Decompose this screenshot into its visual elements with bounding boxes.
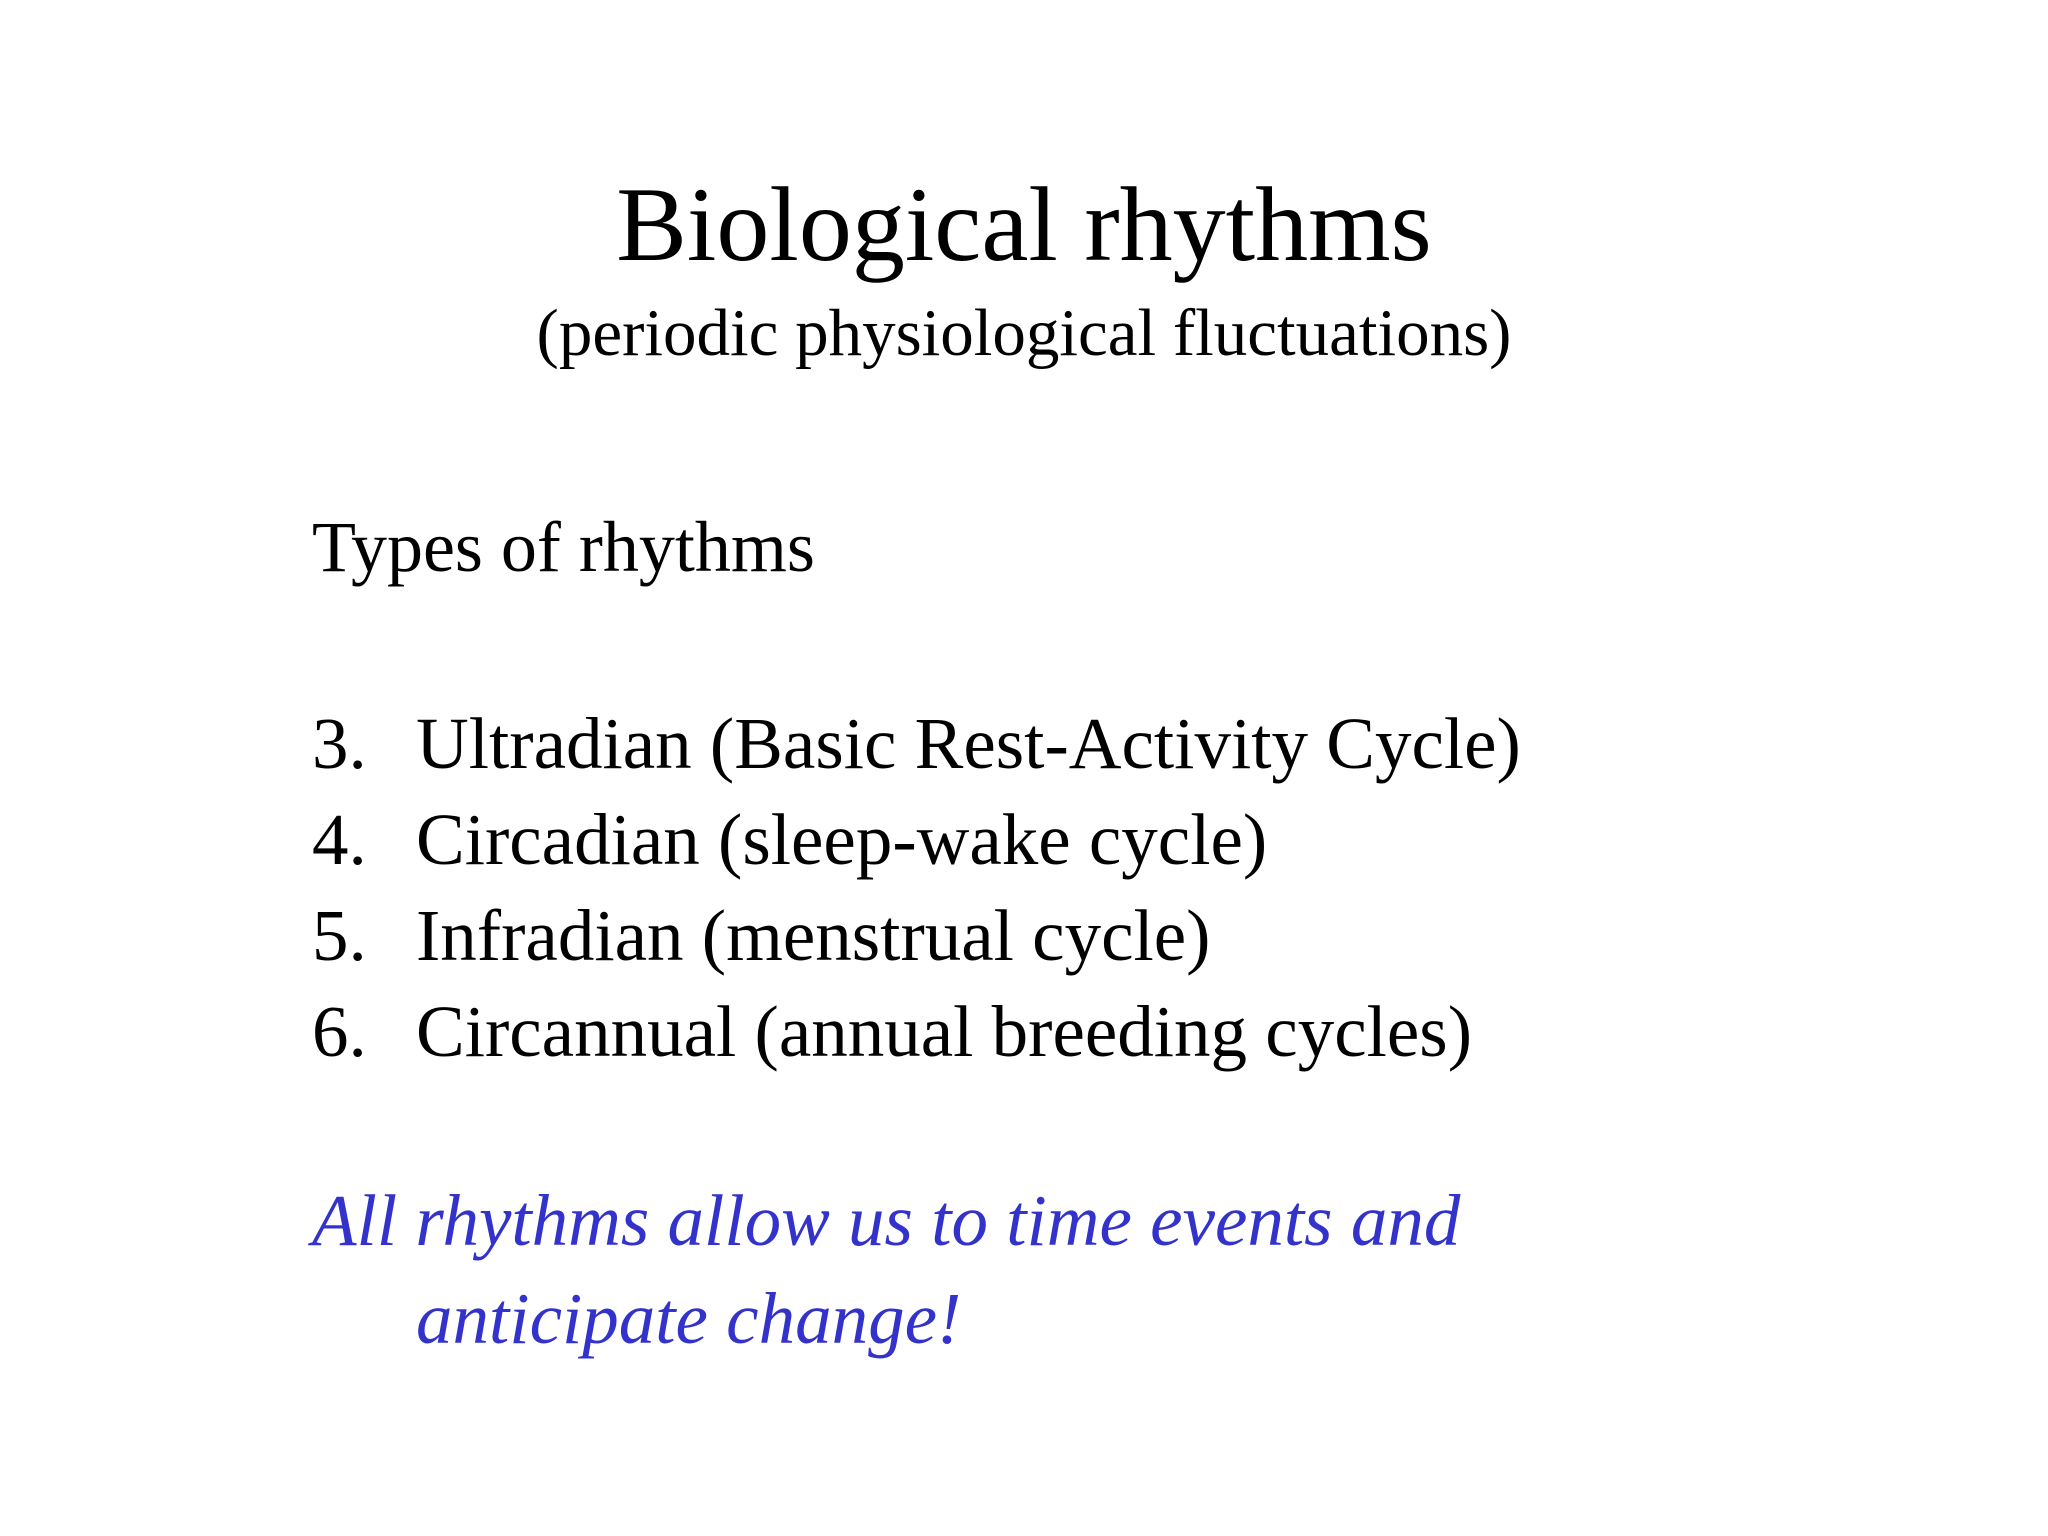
list-item-text: Circadian (sleep-wake cycle)	[416, 799, 1268, 880]
list-item-text: Ultradian (Basic Rest-Activity Cycle)	[416, 703, 1521, 784]
takeaway-line-2: anticipate change!	[416, 1278, 962, 1359]
list-number: 3.	[312, 703, 367, 784]
rhythm-types-list	[312, 696, 1521, 1080]
list-item	[312, 792, 1521, 888]
list-item	[312, 888, 1521, 984]
list-item	[312, 696, 1521, 792]
list-item-text: Circannual (annual breeding cycles)	[416, 991, 1473, 1072]
takeaway-statement	[312, 1172, 1712, 1368]
list-number: 5.	[312, 895, 367, 976]
section-heading: Types of rhythms	[312, 507, 815, 587]
takeaway-line-1: All rhythms allow us to time events and	[312, 1180, 1461, 1261]
list-item-text: Infradian (menstrual cycle)	[416, 895, 1211, 976]
list-number: 4.	[312, 799, 367, 880]
list-number: 6.	[312, 991, 367, 1072]
slide-subtitle: (periodic physiological fluctuations)	[536, 296, 1512, 370]
slide-title: Biological rhythms	[616, 166, 1432, 283]
list-item	[312, 984, 1521, 1080]
